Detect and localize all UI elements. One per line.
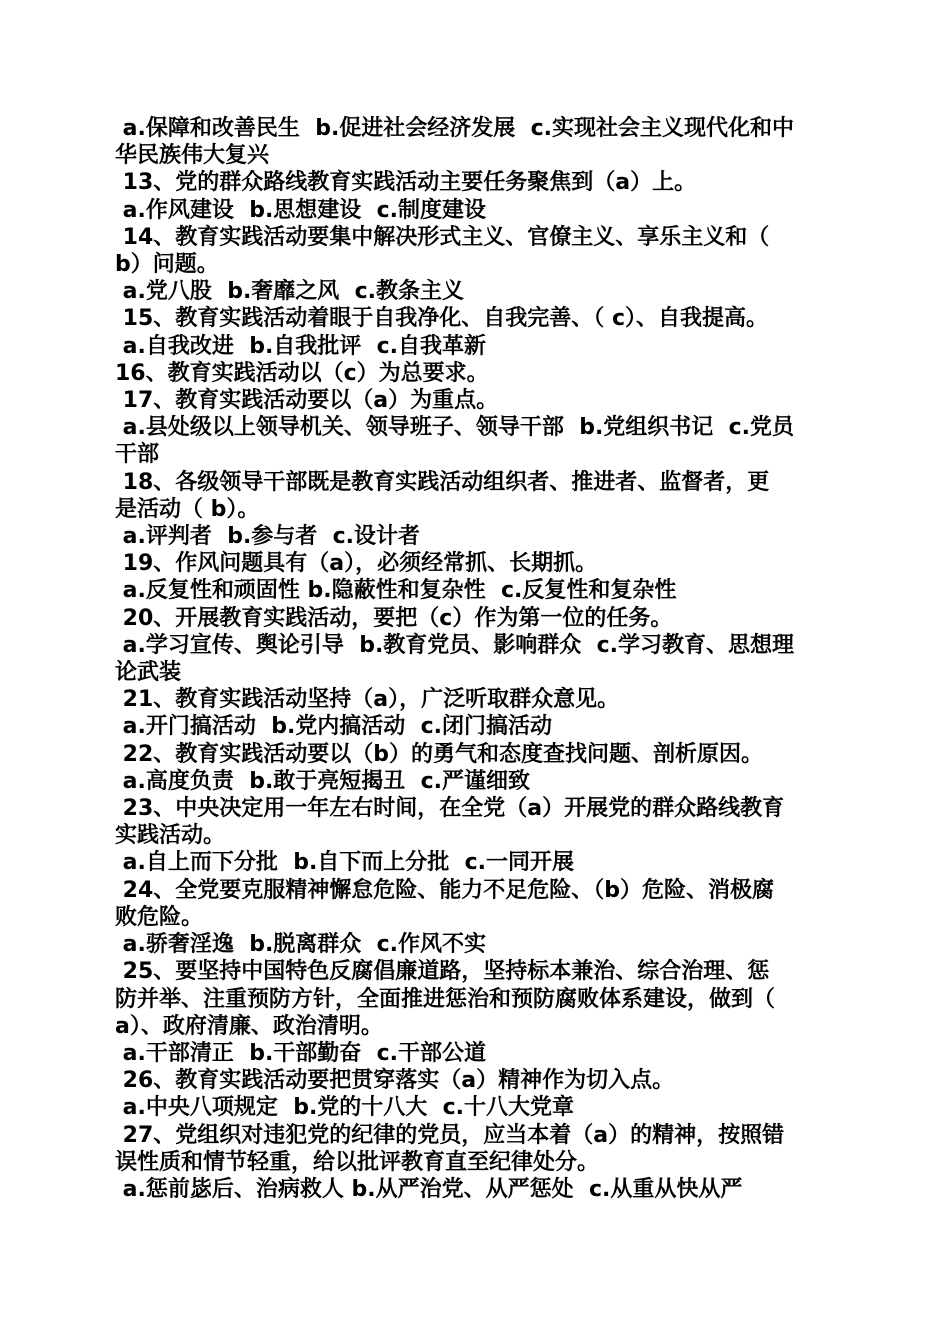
text-line: 误性质和情节轻重，给以批评教育直至纪律处分。 <box>115 1149 600 1175</box>
text-line: a.干部清正 b.干部勤奋 c.干部公道 <box>115 1040 487 1066</box>
text-line: a.惩前毖后、治病救人 b.从严治党、从严惩处 c.从重从快从严 <box>115 1176 743 1202</box>
text-line: a.反复性和顽固性 b.隐蔽性和复杂性 c.反复性和复杂性 <box>115 578 677 604</box>
text-line: a.高度负责 b.敢于亮短揭丑 c.严谨细致 <box>115 768 531 794</box>
text-line: a.作风建设 b.思想建设 c.制度建设 <box>115 197 487 223</box>
text-line: 干部 <box>115 442 160 468</box>
text-line: 16、教育实践活动以（c）为总要求。 <box>115 360 489 386</box>
text-line: 18、各级领导干部既是教育实践活动组织者、推进者、监督者，更 <box>115 469 770 495</box>
text-line: a.骄奢淫逸 b.脱离群众 c.作风不实 <box>115 932 487 958</box>
text-line: 是活动（ b）。 <box>115 496 260 522</box>
document-page <box>115 115 837 1203</box>
text-line: 实践活动。 <box>115 823 226 849</box>
text-line: 26、教育实践活动要把贯穿落实（a）精神作为切入点。 <box>115 1068 675 1094</box>
text-line: a.评判者 b.参与者 c.设计者 <box>115 524 421 550</box>
text-line: 华民族伟大复兴 <box>115 143 270 169</box>
text-line: 21、教育实践活动坚持（a），广泛听取群众意见。 <box>115 687 620 713</box>
text-line: 15、教育实践活动着眼于自我净化、自我完善、（ c）、自我提高。 <box>115 306 768 332</box>
text-line: a.党八股 b.奢靡之风 c.教条主义 <box>115 279 465 305</box>
text-line: 17、教育实践活动要以（a）为重点。 <box>115 388 499 414</box>
text-line: 论武装 <box>115 660 182 686</box>
text-line: 25、要坚持中国特色反腐倡廉道路，坚持标本兼治、综合治理、惩 <box>115 959 770 985</box>
text-line: 23、中央决定用一年左右时间，在全党（a）开展党的群众路线教育 <box>115 796 785 822</box>
text-line: 20、开展教育实践活动，要把（c）作为第一位的任务。 <box>115 605 673 631</box>
text-line: 败危险。 <box>115 904 204 930</box>
text-line: a.自上而下分批 b.自下而上分批 c.一同开展 <box>115 850 575 876</box>
text-line: a.保障和改善民生 b.促进社会经济发展 c.实现社会主义现代化和中 <box>115 116 795 141</box>
text-line: 防并举、注重预防方针，全面推进惩治和预防腐败体系建设，做到（ <box>115 986 776 1012</box>
text-line: a.学习宣传、舆论引导 b.教育党员、影响群众 c.学习教育、思想理 <box>115 632 795 658</box>
text-line: a.县处级以上领导机关、领导班子、领导干部 b.党组织书记 c.党员 <box>115 415 795 441</box>
text-line: a.自我改进 b.自我批评 c.自我革新 <box>115 333 487 359</box>
text-line: a.开门搞活动 b.党内搞活动 c.闭门搞活动 <box>115 714 553 740</box>
text-line: 24、全党要克服精神懈怠危险、能力不足危险、（b）危险、消极腐 <box>115 877 775 903</box>
text-line: 13、党的群众路线教育实践活动主要任务聚焦到（a）上。 <box>115 170 697 196</box>
text-line: a.中央八项规定 b.党的十八大 c.十八大党章 <box>115 1095 575 1121</box>
text-line: 22、教育实践活动要以（b）的勇气和态度查找问题、剖析原因。 <box>115 741 764 767</box>
text-line: 27、党组织对违犯党的纪律的党员，应当本着（a）的精神，按照错 <box>115 1122 785 1148</box>
text-line: 19、作风问题具有（a），必须经常抓、长期抓。 <box>115 551 598 577</box>
text-line: b）问题。 <box>115 252 219 278</box>
text-line: 14、教育实践活动要集中解决形式主义、官僚主义、享乐主义和（ <box>115 224 770 250</box>
text-line: a）、政府清廉、政治清明。 <box>115 1013 383 1039</box>
